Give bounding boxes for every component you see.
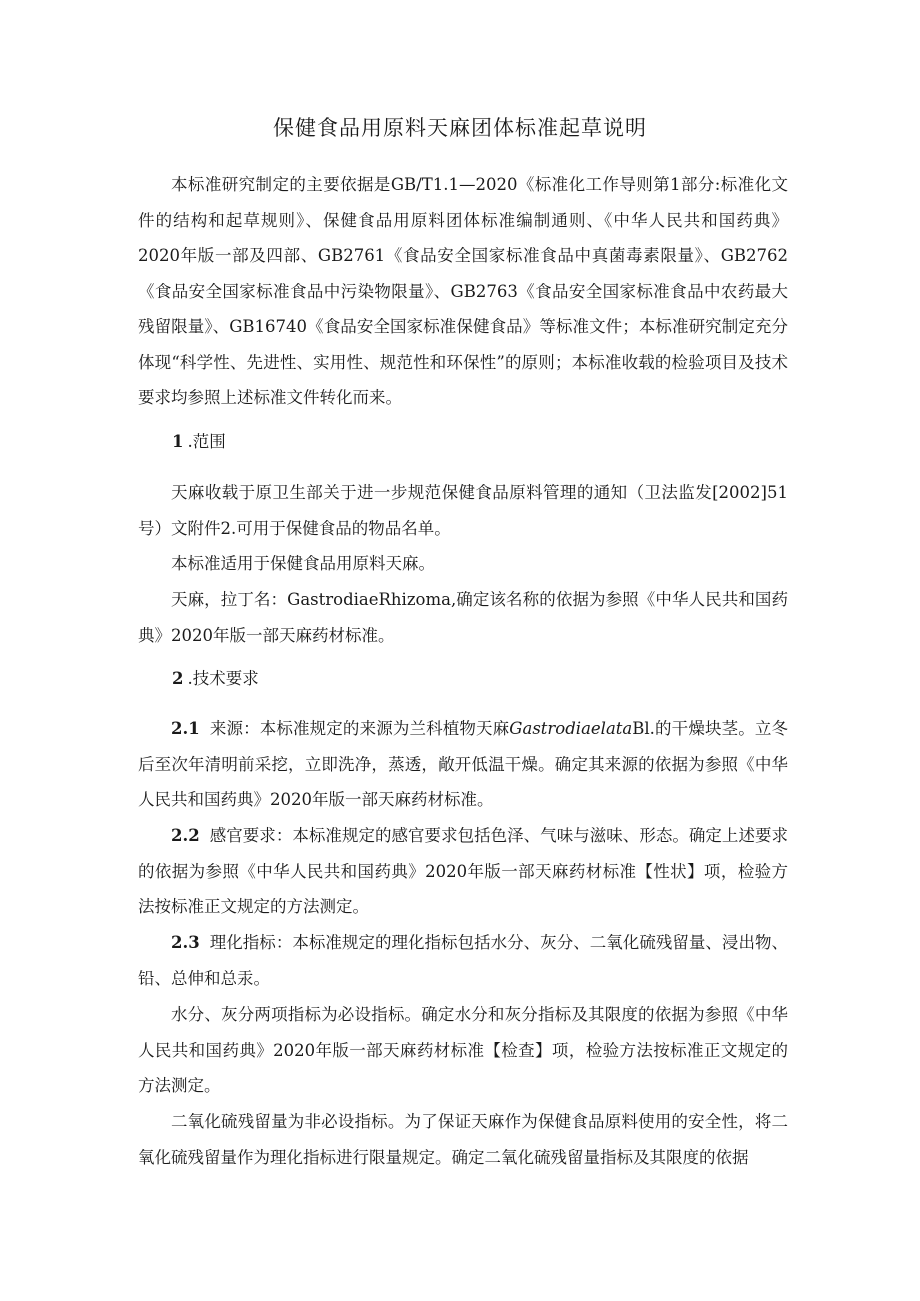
section-2-3-text: 理化指标：本标准规定的理化指标包括水分、灰分、二氧化硫残留量、浸出物、铅、总伸和总汞。 — [138, 933, 788, 988]
section-2-heading — [172, 665, 259, 689]
section-2-1-paragraph — [138, 711, 788, 818]
section-2-2-text: 感官要求：本标准规定的感官要求包括色泽、气味与滋味、形态。确定上述要求的依据为参照《中华人民共和国药典》2020年版一部天麻药材标准【性状】项，检验方法按标准正文规定的方法测定。 — [138, 826, 788, 916]
section-1-paragraph-1: 天麻收载于原卫生部关于进一步规范保健食品原料管理的通知（卫法监发[2002]51号）文附件2.可用于保健食品的物品名单。 — [138, 483, 788, 538]
section-2-1-latin-name: Gastrodiaelata — [509, 719, 633, 738]
section-2-1-number: 2.1 — [171, 719, 200, 738]
section-1-paragraph-3: 天麻，拉丁名：GastrodiaeRhizoma,确定该名称的依据为参照《中华人民共和国药典》2020年版一部天麻药材标准。 — [138, 590, 788, 645]
section-2-label: .技术要求 — [187, 669, 259, 688]
section-2-1-text-a: 来源：本标准规定的来源为兰科植物天麻 — [209, 719, 510, 738]
section-1-number: 1 — [172, 432, 184, 451]
section-1-label: .范围 — [187, 432, 226, 451]
intro-paragraph: 本标准研究制定的主要依据是GB/T1.1—2020《标准化工作导则第1部分:标准化文件的结构和起草规则》、保健食品用原料团体标准编制通则、《中华人民共和国药典》2020年版一部及四部、GB2761《食品安全国家标准食品中真菌毒素限量》、GB2762《食品安全国家标准食品中污染物限量》、GB2763《食品安全国家标准食品中农药最大残留限量》、GB16740《食品安全国家标准保健食品》等标准文件；本标准研究制定充分体现“科学性、先进性、实用性、规范性和环保性”的原则；本标准收载的检验项目及技术要求均参照上述标准文件转化而来。 — [138, 175, 788, 407]
section-1-heading — [172, 428, 226, 452]
section-2-2-paragraph — [138, 818, 788, 925]
section-1-paragraph-2: 本标准适用于保健食品用原料天麻。 — [171, 554, 435, 573]
document-title: 保健食品用原料天麻团体标准起草说明 — [273, 116, 647, 140]
section-2-3-paragraph-2: 水分、灰分两项指标为必设指标。确定水分和灰分指标及其限度的依据为参照《中华人民共和国药典》2020年版一部天麻药材标准【检查】项，检验方法按标准正文规定的方法测定。 — [138, 1005, 788, 1095]
section-2-3-paragraph-3: 二氧化硫残留量为非必设指标。为了保证天麻作为保健食品原料使用的安全性，将二氧化硫残留量作为理化指标进行限量规定。确定二氧化硫残留量指标及其限度的依据 — [138, 1112, 788, 1167]
section-2-3-paragraph — [138, 925, 788, 996]
section-2-1-text-b: Bl.的干燥块茎。立冬后至次年清明前采挖，立即洗净，蒸透，敞开低温干燥。确定其来源的依据为参照《中华人民共和国药典》2020年版一部天麻药材标准。 — [138, 719, 788, 809]
section-2-2-number: 2.2 — [171, 826, 200, 845]
section-2-number: 2 — [172, 669, 184, 688]
section-2-3-number: 2.3 — [171, 933, 200, 952]
